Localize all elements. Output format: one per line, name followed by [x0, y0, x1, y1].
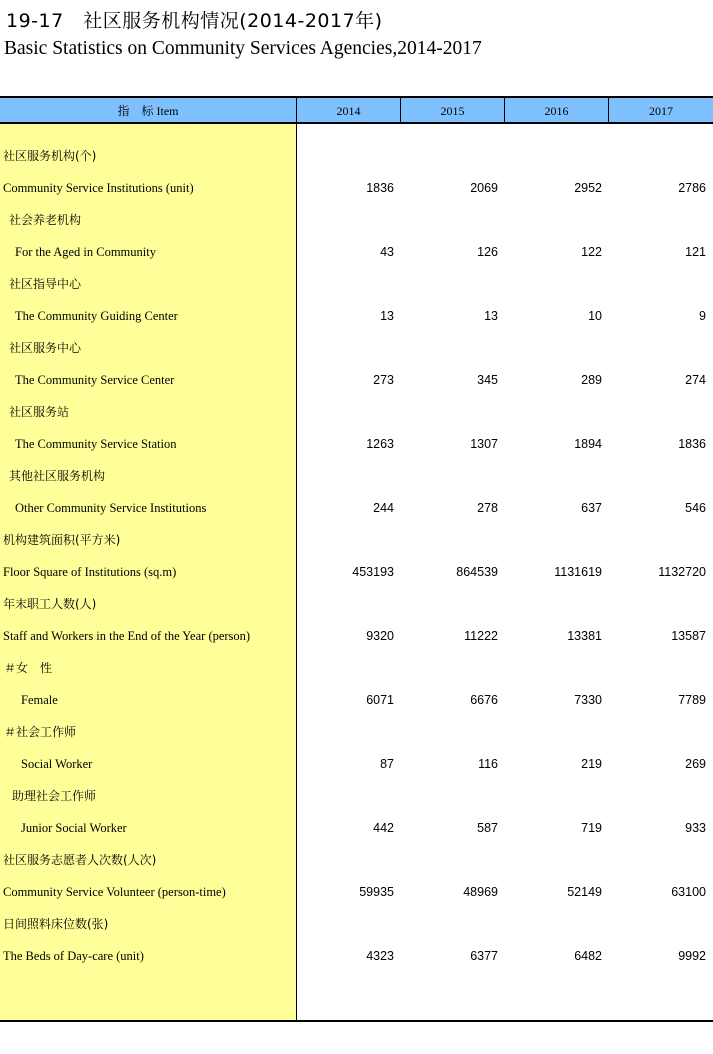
value-cell-2014: 87: [380, 757, 394, 771]
value-cell-2014: 273: [373, 373, 394, 387]
table-row-label-cn: [0, 204, 713, 236]
table-row: [0, 428, 713, 460]
value-cell-2016: 637: [581, 501, 602, 515]
header-year-2015: 2015: [401, 98, 505, 124]
value-cell-2016: 289: [581, 373, 602, 387]
value-cell-2017: 2786: [678, 181, 706, 195]
row-label-chinese: 助理社会工作师: [12, 789, 97, 803]
value-cell-2014: 9320: [366, 629, 394, 643]
row-label-english: For the Aged in Community: [15, 245, 156, 259]
row-label-chinese: 社区服务机构(个): [3, 149, 97, 163]
row-label-chinese: 社区服务志愿者人次数(人次): [3, 853, 157, 867]
value-cell-2017: 274: [685, 373, 706, 387]
row-label-english: Social Worker: [21, 757, 93, 771]
row-label-english: The Beds of Day-care (unit): [3, 949, 144, 963]
value-cell-2016: 2952: [574, 181, 602, 195]
value-cell-2017: 7789: [678, 693, 706, 707]
row-label-chinese: 日间照料床位数(张): [3, 917, 109, 931]
table-title-chinese: 19-17 社区服务机构情况(2014-2017年): [6, 10, 383, 32]
row-label-english: Junior Social Worker: [21, 821, 127, 835]
table-row-label-cn: [0, 460, 713, 492]
row-label-chinese: ＃社会工作师: [4, 725, 77, 739]
value-cell-2017: 1836: [678, 437, 706, 451]
value-cell-2014: 43: [380, 245, 394, 259]
value-cell-2016: 7330: [574, 693, 602, 707]
table-row-label-cn: [0, 140, 713, 172]
value-cell-2015: 6377: [470, 949, 498, 963]
row-label-english: The Community Service Center: [15, 373, 175, 387]
value-cell-2016: 1131619: [554, 565, 602, 579]
value-cell-2017: 1132720: [658, 565, 706, 579]
value-cell-2017: 9: [699, 309, 706, 323]
value-cell-2014: 13: [380, 309, 394, 323]
value-cell-2015: 864539: [456, 565, 498, 579]
value-cell-2017: 546: [685, 501, 706, 515]
row-label-english: Staff and Workers in the End of the Year (person): [3, 629, 251, 643]
row-label-chinese: 年末职工人数(人): [3, 597, 97, 611]
table-row-label-cn: [0, 588, 713, 620]
table-row: [0, 172, 713, 204]
value-cell-2015: 116: [478, 757, 498, 771]
value-cell-2014: 59935: [359, 885, 394, 899]
table-row: [0, 876, 713, 908]
table-row: [0, 236, 713, 268]
value-cell-2014: 244: [373, 501, 394, 515]
table-row-label-cn: [0, 396, 713, 428]
header-year-2016: 2016: [505, 98, 609, 124]
row-label-english: Female: [21, 693, 58, 707]
value-cell-2016: 6482: [574, 949, 602, 963]
table-row-label-cn: [0, 268, 713, 300]
value-cell-2017: 121: [685, 245, 706, 259]
value-cell-2016: 10: [588, 309, 602, 323]
row-label-english: Community Service Volunteer (person-time): [3, 885, 226, 899]
value-cell-2014: 442: [373, 821, 394, 835]
table-row-label-cn: [0, 908, 713, 940]
value-cell-2014: 1836: [366, 181, 394, 195]
value-cell-2016: 719: [581, 821, 602, 835]
value-cell-2016: 219: [581, 757, 602, 771]
value-cell-2016: 1894: [574, 437, 602, 451]
table-row-label-cn: [0, 780, 713, 812]
row-label-chinese: 社会养老机构: [9, 213, 82, 227]
row-label-english: The Community Service Station: [15, 437, 177, 451]
header-item: 指 标 Item: [0, 98, 297, 124]
table-row: [0, 812, 713, 844]
table-row-label-cn: [0, 652, 713, 684]
value-cell-2015: 6676: [470, 693, 498, 707]
row-label-chinese: 社区服务站: [9, 405, 70, 419]
table-row-label-cn: [0, 332, 713, 364]
value-cell-2015: 2069: [470, 181, 498, 195]
value-cell-2016: 122: [581, 245, 602, 259]
row-label-english: Other Community Service Institutions: [15, 501, 207, 515]
value-cell-2015: 1307: [470, 437, 498, 451]
value-cell-2014: 6071: [366, 693, 394, 707]
table-row-label-cn: [0, 524, 713, 556]
table-row: [0, 300, 713, 332]
table-bottom-rule: [0, 1020, 713, 1022]
header-year-2017: 2017: [649, 104, 673, 118]
row-label-chinese: ＃女 性: [4, 661, 53, 675]
value-cell-2016: 13381: [567, 629, 602, 643]
row-label-chinese: 机构建筑面积(平方米): [3, 533, 121, 547]
row-label-chinese: 社区指导中心: [9, 277, 82, 291]
value-cell-2017: 13587: [671, 629, 706, 643]
value-cell-2014: 4323: [366, 949, 394, 963]
value-cell-2015: 11222: [464, 629, 498, 643]
row-label-chinese: 其他社区服务机构: [9, 469, 106, 483]
table-row: [0, 364, 713, 396]
value-cell-2015: 48969: [463, 885, 498, 899]
value-cell-2015: 587: [477, 821, 498, 835]
value-cell-2015: 13: [484, 309, 498, 323]
value-cell-2015: 345: [477, 373, 498, 387]
header-year-2014: 2014: [297, 98, 401, 124]
table-row-label-cn: [0, 716, 713, 748]
table-row: [0, 940, 713, 972]
value-cell-2015: 126: [477, 245, 498, 259]
row-label-english: The Community Guiding Center: [15, 309, 178, 323]
value-cell-2016: 52149: [567, 885, 602, 899]
value-cell-2014: 453193: [352, 565, 394, 579]
value-cell-2014: 1263: [366, 437, 394, 451]
row-label-chinese: 社区服务中心: [9, 341, 82, 355]
table-row: [0, 684, 713, 716]
value-cell-2017: 269: [685, 757, 706, 771]
value-cell-2017: 933: [685, 821, 706, 835]
table-title-english: Basic Statistics on Community Services Agencies,2014-2017: [4, 38, 482, 59]
value-cell-2017: 9992: [678, 949, 706, 963]
row-label-english: Community Service Institutions (unit): [3, 181, 194, 195]
table-row: [0, 492, 713, 524]
row-label-english: Floor Square of Institutions (sq.m): [3, 565, 177, 579]
table-row: [0, 620, 713, 652]
table-row: [0, 748, 713, 780]
table-row-label-cn: [0, 844, 713, 876]
value-cell-2015: 278: [477, 501, 498, 515]
value-cell-2017: 63100: [671, 885, 706, 899]
table-row: [0, 556, 713, 588]
table-header: [0, 96, 713, 124]
